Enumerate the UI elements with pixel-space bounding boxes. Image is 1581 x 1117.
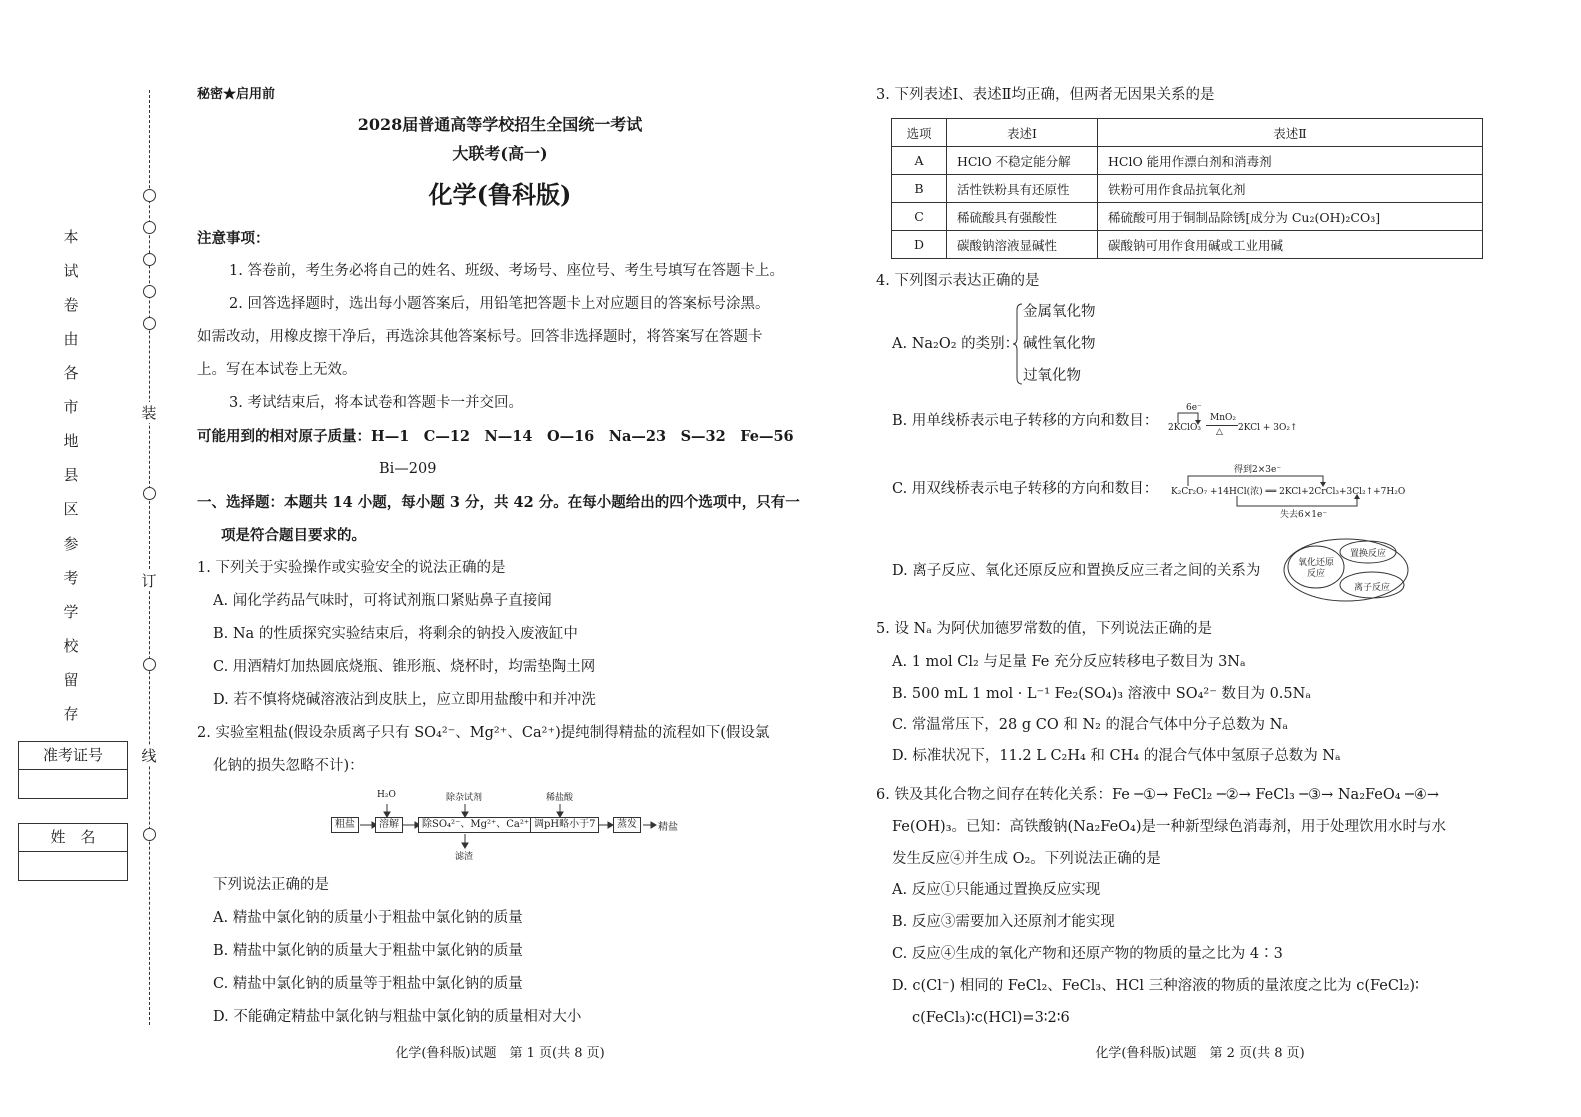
q4-a-item: 金属氧化物 — [1023, 304, 1096, 320]
binding-label: 装 — [139, 402, 159, 423]
table-header: 表述Ⅰ — [947, 119, 1098, 147]
page-footer-right: 化学(鲁科版)试题 第 2 页(共 8 页) — [1095, 1046, 1305, 1061]
notice-item: 如需改动，用橡皮擦干净后，再选涂其他答案标号。回答非选择题时，将答案写在答题卡 — [197, 329, 763, 345]
table-header: 表述Ⅱ — [1098, 119, 1483, 147]
binding-hole — [143, 253, 156, 266]
table-row: C 稀硫酸具有强酸性 稀硫酸可用于铜制品除锈[成分为 Cu₂(OH)₂CO₃] — [892, 203, 1483, 231]
table-header: 选项 — [892, 119, 947, 147]
q4-option-b-label: B. 用单线桥表示电子转移的方向和数目： — [892, 413, 1159, 429]
subject-title: 化学(鲁科版) — [428, 180, 572, 209]
reactant: 2KClO₃ — [1168, 423, 1201, 433]
venn-redox: 氧化还原反应 — [1297, 558, 1334, 579]
table-row: D 碳酸钠溶液显碱性 碳酸钠可用作食用碱或工业用碱 — [892, 231, 1483, 259]
q5-option-a: A. 1 mol Cl₂ 与足量 Fe 充分反应转移电子数目为 3Nₐ — [892, 654, 1246, 670]
q6-option-b: B. 反应③需要加入还原剂才能实现 — [892, 914, 1115, 930]
q1-option-c: C. 用酒精灯加热圆底烧瓶、锥形瓶、烧杯时，均需垫陶土网 — [213, 659, 596, 675]
table-row: A HClO 不稳定能分解 HClO 能用作漂白剂和消毒剂 — [892, 147, 1483, 175]
flow-evaporate: 蒸发 — [613, 817, 641, 833]
q3-table — [891, 118, 1483, 259]
q1-option-b: B. Na 的性质探究实验结束后，将剩余的钠投入废液缸中 — [213, 626, 578, 642]
notice-item: 1. 答卷前，考生务必将自己的姓名、班级、考场号、座位号、考生号填写在答题卡上。 — [229, 263, 784, 279]
notice-item: 2. 回答选择题时，选出每小题答案后，用铅笔把答题卡上对应题目的答案标号涂黑。 — [229, 296, 770, 312]
q4-option-d-label: D. 离子反应、氧化还原反应和置换反应三者之间的关系为 — [892, 563, 1261, 579]
q6-stem-cont: 发生反应④并生成 O₂。下列说法正确的是 — [892, 851, 1161, 867]
q1-option-d: D. 若不慎将烧碱溶液沾到皮肤上，应立即用盐酸中和并冲洗 — [213, 692, 596, 708]
q5-option-c: C. 常温常压下，28 g CO 和 N₂ 的混合气体中分子总数为 Nₐ — [892, 717, 1288, 733]
q6-option-d: D. c(Cl⁻) 相同的 FeCl₂、FeCl₃、HCl 三种溶液的物质的量浓度之比为 c(FeCl₂)∶ — [892, 978, 1419, 994]
section-heading-cont: 项是符合题目要求的。 — [221, 527, 366, 544]
q1-option-a: A. 闻化学药品气味时，可将试剂瓶口紧贴鼻子直接闻 — [213, 593, 552, 609]
q6-stem: 6. 铁及其化合物之间存在转化关系：Fe ─①→ FeCl₂ ─②→ FeCl₃ ─③→ Na₂FeO₄ ─④→ — [876, 787, 1440, 803]
q5-option-b: B. 500 mL 1 mol · L⁻¹ Fe₂(SO₄)₃ 溶液中 SO₄²⁻ 数目为 0.5Nₐ — [892, 686, 1311, 702]
flow-hcl: 稀盐酸 — [546, 793, 574, 803]
binding-label: 线 — [139, 745, 159, 766]
q1-stem: 1. 下列关于实验操作或实验安全的说法正确的是 — [197, 560, 506, 576]
q2-option-d: D. 不能确定精盐中氯化钠与粗盐中氯化钠的质量相对大小 — [213, 1009, 582, 1025]
products: 2KCl + 3O₂↑ — [1238, 423, 1298, 433]
binding-hole — [143, 317, 156, 330]
electron-loss: 失去6×1e⁻ — [1280, 510, 1328, 520]
flow-h2o: H₂O — [377, 790, 396, 800]
q6-option-c: C. 反应④生成的氧化产物和还原产物的物质的量之比为 4∶3 — [892, 946, 1283, 962]
q3-stem: 3. 下列表述Ⅰ、表述Ⅱ均正确，但两者无因果关系的是 — [876, 87, 1215, 103]
venn-ionic: 离子反应 — [1354, 583, 1391, 593]
q2-ask: 下列说法正确的是 — [213, 877, 329, 893]
q4-option-a-label: A. Na₂O₂ 的类别： — [892, 336, 1020, 352]
q4-stem: 4. 下列图示表达正确的是 — [876, 273, 1040, 289]
name-label: 姓 名 — [19, 824, 127, 852]
q6-stem-cont: Fe(OH)₃。已知：高铁酸钠(Na₂FeO₄)是一种新型绿色消毒剂，用于处理饮用水时与水 — [892, 819, 1447, 835]
atomic-masses-cont: Bi—209 — [379, 461, 437, 477]
q2-stem-cont: 化钠的损失忽略不计)： — [213, 758, 364, 774]
q2-option-b: B. 精盐中氯化钠的质量大于粗盐中氯化钠的质量 — [213, 943, 523, 959]
table-header-row — [892, 119, 1483, 147]
q2-option-a: A. 精盐中氯化钠的质量小于粗盐中氯化钠的质量 — [213, 910, 523, 926]
flow-dissolve: 溶解 — [375, 817, 403, 833]
notice-item: 上。写在本试卷上无效。 — [197, 362, 357, 378]
q6-option-d-cont: c(FeCl₃)∶c(HCl)=3∶2∶6 — [912, 1010, 1070, 1026]
section-heading: 一、选择题：本题共 14 小题，每小题 3 分，共 42 分。在每小题给出的四个选项中，只有一 — [197, 494, 800, 511]
q4-a-item: 过氧化物 — [1023, 368, 1081, 384]
flow-reagent: 除杂试剂 — [446, 793, 483, 803]
binding-hole — [143, 189, 156, 202]
q5-stem: 5. 设 Nₐ 为阿伏加德罗常数的值，下列说法正确的是 — [876, 621, 1212, 637]
redox-equation: K₂Cr₂O₇ +14HCl(浓) ══ 2KCl+2CrCl₃+3Cl₂↑+7H₂O — [1171, 487, 1406, 497]
catalyst: MnO₂ — [1210, 413, 1236, 423]
binding-hole — [143, 658, 156, 671]
binding-label: 订 — [139, 570, 159, 591]
atomic-masses: 可能用到的相对原子质量：H—1 C—12 N—14 O—16 Na—23 S—32 Fe—56 — [197, 428, 794, 445]
flow-residue: 滤渣 — [455, 852, 474, 862]
binding-hole — [143, 828, 156, 841]
exam-subtitle: 大联考(高一) — [452, 144, 548, 163]
exam-title: 2028届普通高等学校招生全国统一考试 — [357, 115, 643, 134]
notice-heading: 注意事项： — [197, 230, 270, 247]
secret-mark: 秘密★启用前 — [197, 87, 276, 102]
exam-id-label: 准考证号 — [19, 742, 127, 770]
flow-remove-ions: 除SO₄²⁻、Mg²⁺、Ca²⁺ — [418, 817, 533, 833]
flow-crude-salt: 粗盐 — [331, 817, 359, 833]
q2-stem: 2. 实验室粗盐(假设杂质离子只有 SO₄²⁻、Mg²⁺、Ca²⁺)提纯制得精盐的流程如下(假设氯 — [197, 725, 770, 741]
table-row: B 活性铁粉具有还原性 铁粉可用作食品抗氧化剂 — [892, 175, 1483, 203]
q2-option-c: C. 精盐中氯化钠的质量等于粗盐中氯化钠的质量 — [213, 976, 523, 992]
binding-hole — [143, 285, 156, 298]
exam-id-box[interactable] — [18, 741, 128, 799]
electron-gain: 得到2×3e⁻ — [1234, 465, 1282, 475]
heat-symbol: △ — [1216, 427, 1223, 437]
q5-option-d: D. 标准状况下，11.2 L C₂H₄ 和 CH₄ 的混合气体中氢原子总数为 Nₐ — [892, 748, 1341, 764]
binding-hole — [143, 487, 156, 500]
flow-adjust-ph: 调pH略小于7 — [530, 817, 599, 833]
q4-a-item: 碱性氧化物 — [1023, 336, 1096, 352]
flow-refined-salt: 精盐 — [658, 822, 678, 833]
q6-option-a: A. 反应①只能通过置换反应实现 — [892, 882, 1101, 898]
binding-hole — [143, 221, 156, 234]
venn-displacement: 置换反应 — [1350, 549, 1387, 559]
electron-count: 6e⁻ — [1186, 403, 1202, 413]
q4-option-c-label: C. 用双线桥表示电子转移的方向和数目： — [892, 481, 1159, 497]
notice-item: 3. 考试结束后，将本试卷和答题卡一并交回。 — [229, 395, 523, 411]
page-footer-left: 化学(鲁科版)试题 第 1 页(共 8 页) — [395, 1046, 605, 1061]
name-box[interactable] — [18, 823, 128, 881]
